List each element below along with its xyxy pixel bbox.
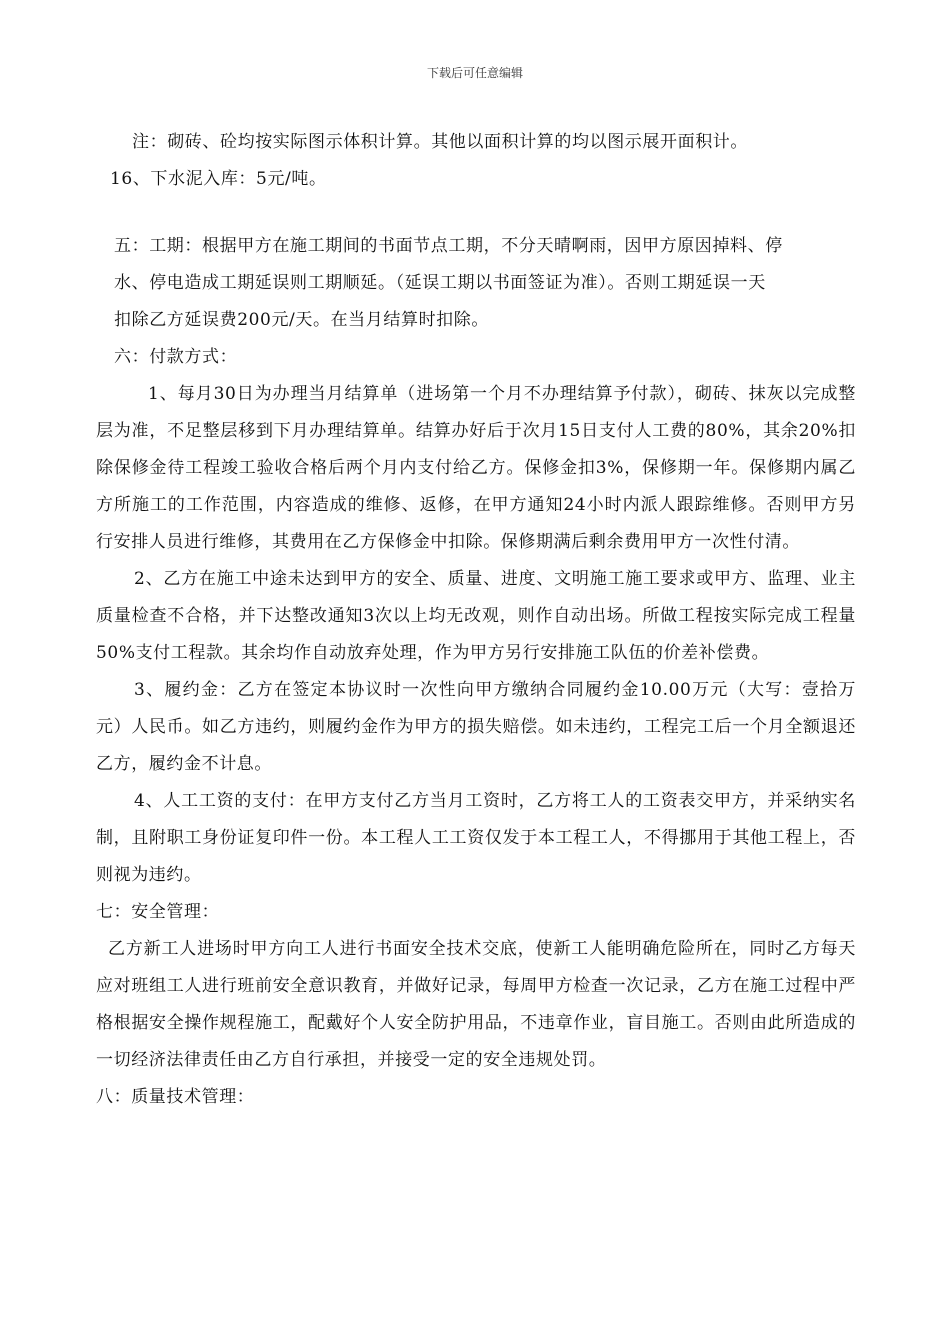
section-5-line-3: 扣除乙方延误费200元/天。在当月结算时扣除。 (114, 310, 489, 330)
section-5-line-2: 水、停电造成工期延误则工期顺延。（延误工期以书面签证为准）。否则工期延误一天 (114, 273, 766, 293)
section-5 (96, 228, 856, 339)
spacer (96, 198, 856, 228)
section-6-paragraph-3: 3、履约金：乙方在签定本协议时一次性向甲方缴纳合同履约金10.00万元（大写：壹拾万元）人民币。如乙方违约，则履约金作为甲方的损失赔偿。如未违约，工程完工后一个月全额退还乙方，履约金不计息。 (96, 680, 856, 774)
section-5-line-1: 五：工期：根据甲方在施工期间的书面节点工期，不分天晴啊雨，因甲方原因掉料、停 (114, 236, 783, 256)
section-7-title: 七：安全管理： (96, 902, 220, 922)
section-8-title: 八：质量技术管理： (96, 1087, 255, 1107)
section-6-title: 六：付款方式： (114, 347, 238, 367)
section-6-paragraph-4: 4、人工工资的支付：在甲方支付乙方当月工资时，乙方将工人的工资表交甲方，并采纳实名制，且附职工身份证复印件一份。本工程人工工资仅发于本工程工人，不得挪用于其他工程上，否则视为违约。 (96, 791, 856, 885)
note-line: 注：砌砖、砼均按实际图示体积计算。其他以面积计算的均以图示展开面积计。 (132, 132, 748, 152)
section-6-paragraph-2: 2、乙方在施工中途未达到甲方的安全、质量、进度、文明施工施工要求或甲方、监理、业主质量检查不合格，并下达整改通知3次以上均无改观，则作自动出场。所做工程按实际完成工程量50%支付工程款。其余均作自动放弃处理，作为甲方另行安排施工队伍的价差补偿费。 (96, 569, 856, 663)
page-header: 下载后可任意编辑 (426, 66, 523, 80)
document-body (96, 124, 856, 1116)
section-6-paragraph-1: 1、每月30日为办理当月结算单（进场第一个月不办理结算予付款），砌砖、抹灰以完成整层为准，不足整层移到下月办理结算单。结算办好后于次月15日支付人工费的80%，其余20%扣除保修金待工程竣工验收合格后两个月内支付给乙方。保修金扣3%，保修期一年。保修期内属乙方所施工的工作范围，内容造成的维修、返修，在甲方通知24小时内派人跟踪维修。否则甲方另行安排人员进行维修，其费用在乙方保修金中扣除。保修期满后剩余费用甲方一次性付清。 (96, 384, 856, 552)
item-16: 16、下水泥入库：5元/吨。 (110, 169, 327, 189)
section-7-paragraph-1: 乙方新工人进场时甲方向工人进行书面安全技术交底，使新工人能明确危险所在，同时乙方每天应对班组工人进行班前安全意识教育，并做好记录，每周甲方检查一次记录，乙方在施工过程中严格根据安全操作规程施工，配戴好个人安全防护用品，不违章作业，盲目施工。否则由此所造成的一切经济法律责任由乙方自行承担，并接受一定的安全违规处罚。 (96, 939, 856, 1070)
